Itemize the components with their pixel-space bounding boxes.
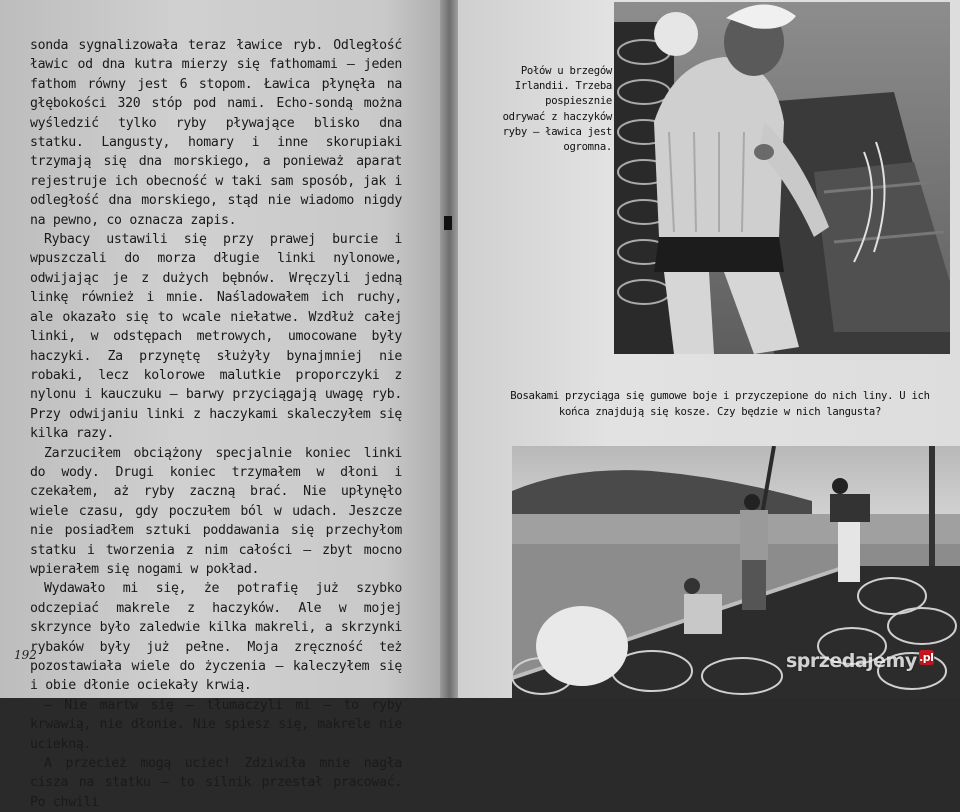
watermark-text: sprzedajemy <box>786 650 917 672</box>
left-page <box>0 0 452 810</box>
paragraph-1: sonda sygnalizowała teraz ławice ryb. Odległość ławic od dna kutra mierzy się fathomami — jeden fathom równy jest 6 stopom. Ławica płynęła na głębokości 320 stóp pod nami. Echo-sondą można wyśledzić tylko ryby pływające blisko dna statku. Langusty, homary i inne skorupiaki trzymają się dna morskiego, a ponieważ aparat rejestruje ich obecność w taki sam sposób, jak i odległość dna morskiego, stąd nie wiadomo nigdy na pewno, co oznacza zapis. <box>30 38 402 228</box>
paragraph-2: Rybacy ustawili się przy prawej burcie i wpuszczali do morza długie linki nylonowe, odwijając je z dużych bębnów. Wręczyli jedną linkę również i mnie. Naśladowałem ich ruchy, ale okazało się to wcale niełatwe. Wzdłuż całej linki, w odstępach metrowych, umocowane były haczyki. Za przynętę służyły bynajmniej nie robaki, lecz kolorowe malutkie proporczyki z nylonu i kauczuku — barwy przyciągają uwagę ryb. Przy odwijaniu linki z haczykami skaleczyłem się kilka razy. <box>30 232 402 442</box>
paragraph-5: — Nie martw się — tłumaczyli mi — to ryby krwawią, nie dłonie. Nie spiesz się, makrele nie uciekną. <box>30 697 402 752</box>
paragraph-3: Zarzuciłem obciążony specjalnie koniec linki do wody. Drugi koniec trzymałem w dłoni i czekałem, aż ryby zaczną brać. Nie upłynęło wiele czasu, gdy poczułem ból w udach. Jeszcze nie posiadłem sztuki poddawania się przechyłom statku i tworzenia z nim całości — zbyt mocno wpierałem się nogami w pokład. <box>30 445 402 577</box>
page-tab-marker <box>444 216 452 230</box>
watermark-badge: .pl <box>919 651 934 664</box>
paragraph-6: A przecież mogą uciec! Zdziwiła mnie nagła cisza na statku — to silnik przestał pracować. Po chwili <box>30 756 402 810</box>
photo-fisherman <box>614 2 950 354</box>
page-number: 192 <box>14 648 37 662</box>
watermark <box>786 650 934 672</box>
caption-boat: Bosakami przyciąga się gumowe boje i przyczepione do nich liny. U ich końca znajdują się kosze. Czy będzie w nich langusta? <box>510 390 930 418</box>
caption-fisherman: Połów u brzegów Irlandii. Trzeba pospiesznie odrywać z haczyków ryby — ławica jest ogromna. <box>502 65 612 154</box>
photo-fisherman-icon <box>614 2 950 354</box>
left-page-body <box>30 36 402 812</box>
paragraph-4: Wydawało mi się, że potrafię już szybko odczepiać makrele z haczyków. Ale w mojej skrzynce było zaledwie kilka makreli, a skrzynki rybaków były już pełne. Moja zręczność też pozostawiała wiele do życzenia — kaleczyłem się i obie dłonie ociekały krwią. <box>30 581 402 694</box>
